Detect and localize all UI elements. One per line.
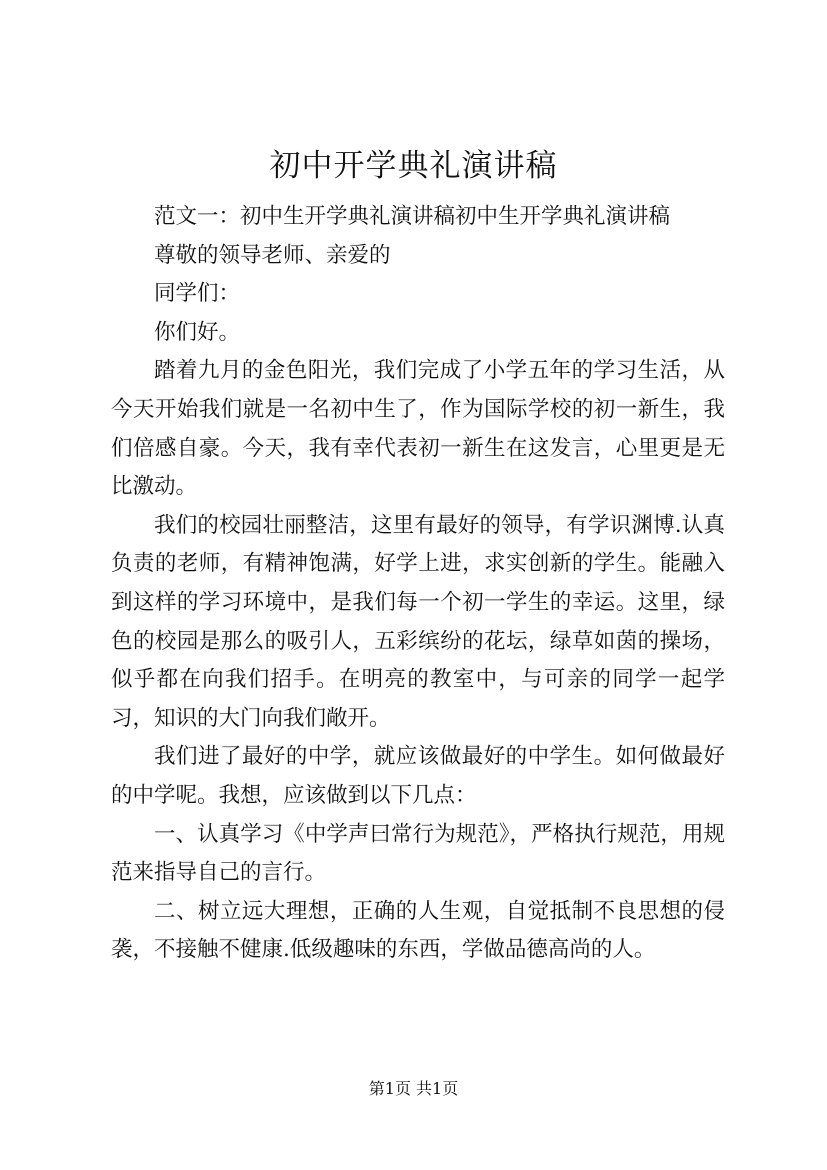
paragraph: 踏着九月的金色阳光，我们完成了小学五年的学习生活，从今天开始我们就是一名初中生了，作为国际学校的初一新生，我们倍感自豪。今天，我有幸代表初一新生在这发言，心里更是无比激动。 [111,358,725,500]
document-body [111,198,725,970]
paragraph: 二、树立远大理想，正确的人生观，自觉抵制不良思想的侵袭，不接触不健康.低级趣味的东西，学做品德高尚的人。 [111,898,725,963]
page-footer: 第1页 共1页 [368,1079,459,1098]
paragraph: 我们进了最好的中学，就应该做最好的中学生。如何做最好的中学呢。我想，应该做到以下几点： [111,744,725,808]
paragraph-greeting: 你们好。 [154,319,241,345]
document-title: 初中开学典礼演讲稿 [269,148,558,184]
paragraph: 我们的校园壮丽整洁，这里有最好的领导，有学识渊博.认真负责的老师，有精神饱满，好学上进，求实创新的学生。能融入到这样的学习环境中，是我们每一个初一学生的幸运。这里，绿色的校园是那么的吸引人，五彩缤纷的花坛，绿草如茵的操场，似乎都在向我们招手。在明亮的教室中，与可亲的同学一起学习，知识的大门向我们敞开。 [111,512,725,731]
paragraph-salutation-1: 尊敬的领导老师、亲爱的 [154,242,391,268]
paragraph: 一、认真学习《中学声曰常行为规范》，严格执行规范，用规范来指导自己的言行。 [111,821,725,886]
paragraph-heading: 范文一：初中生开学典礼演讲稿初中生开学典礼演讲稿 [154,204,671,229]
paragraph-salutation-2: 同学们： [154,281,241,307]
